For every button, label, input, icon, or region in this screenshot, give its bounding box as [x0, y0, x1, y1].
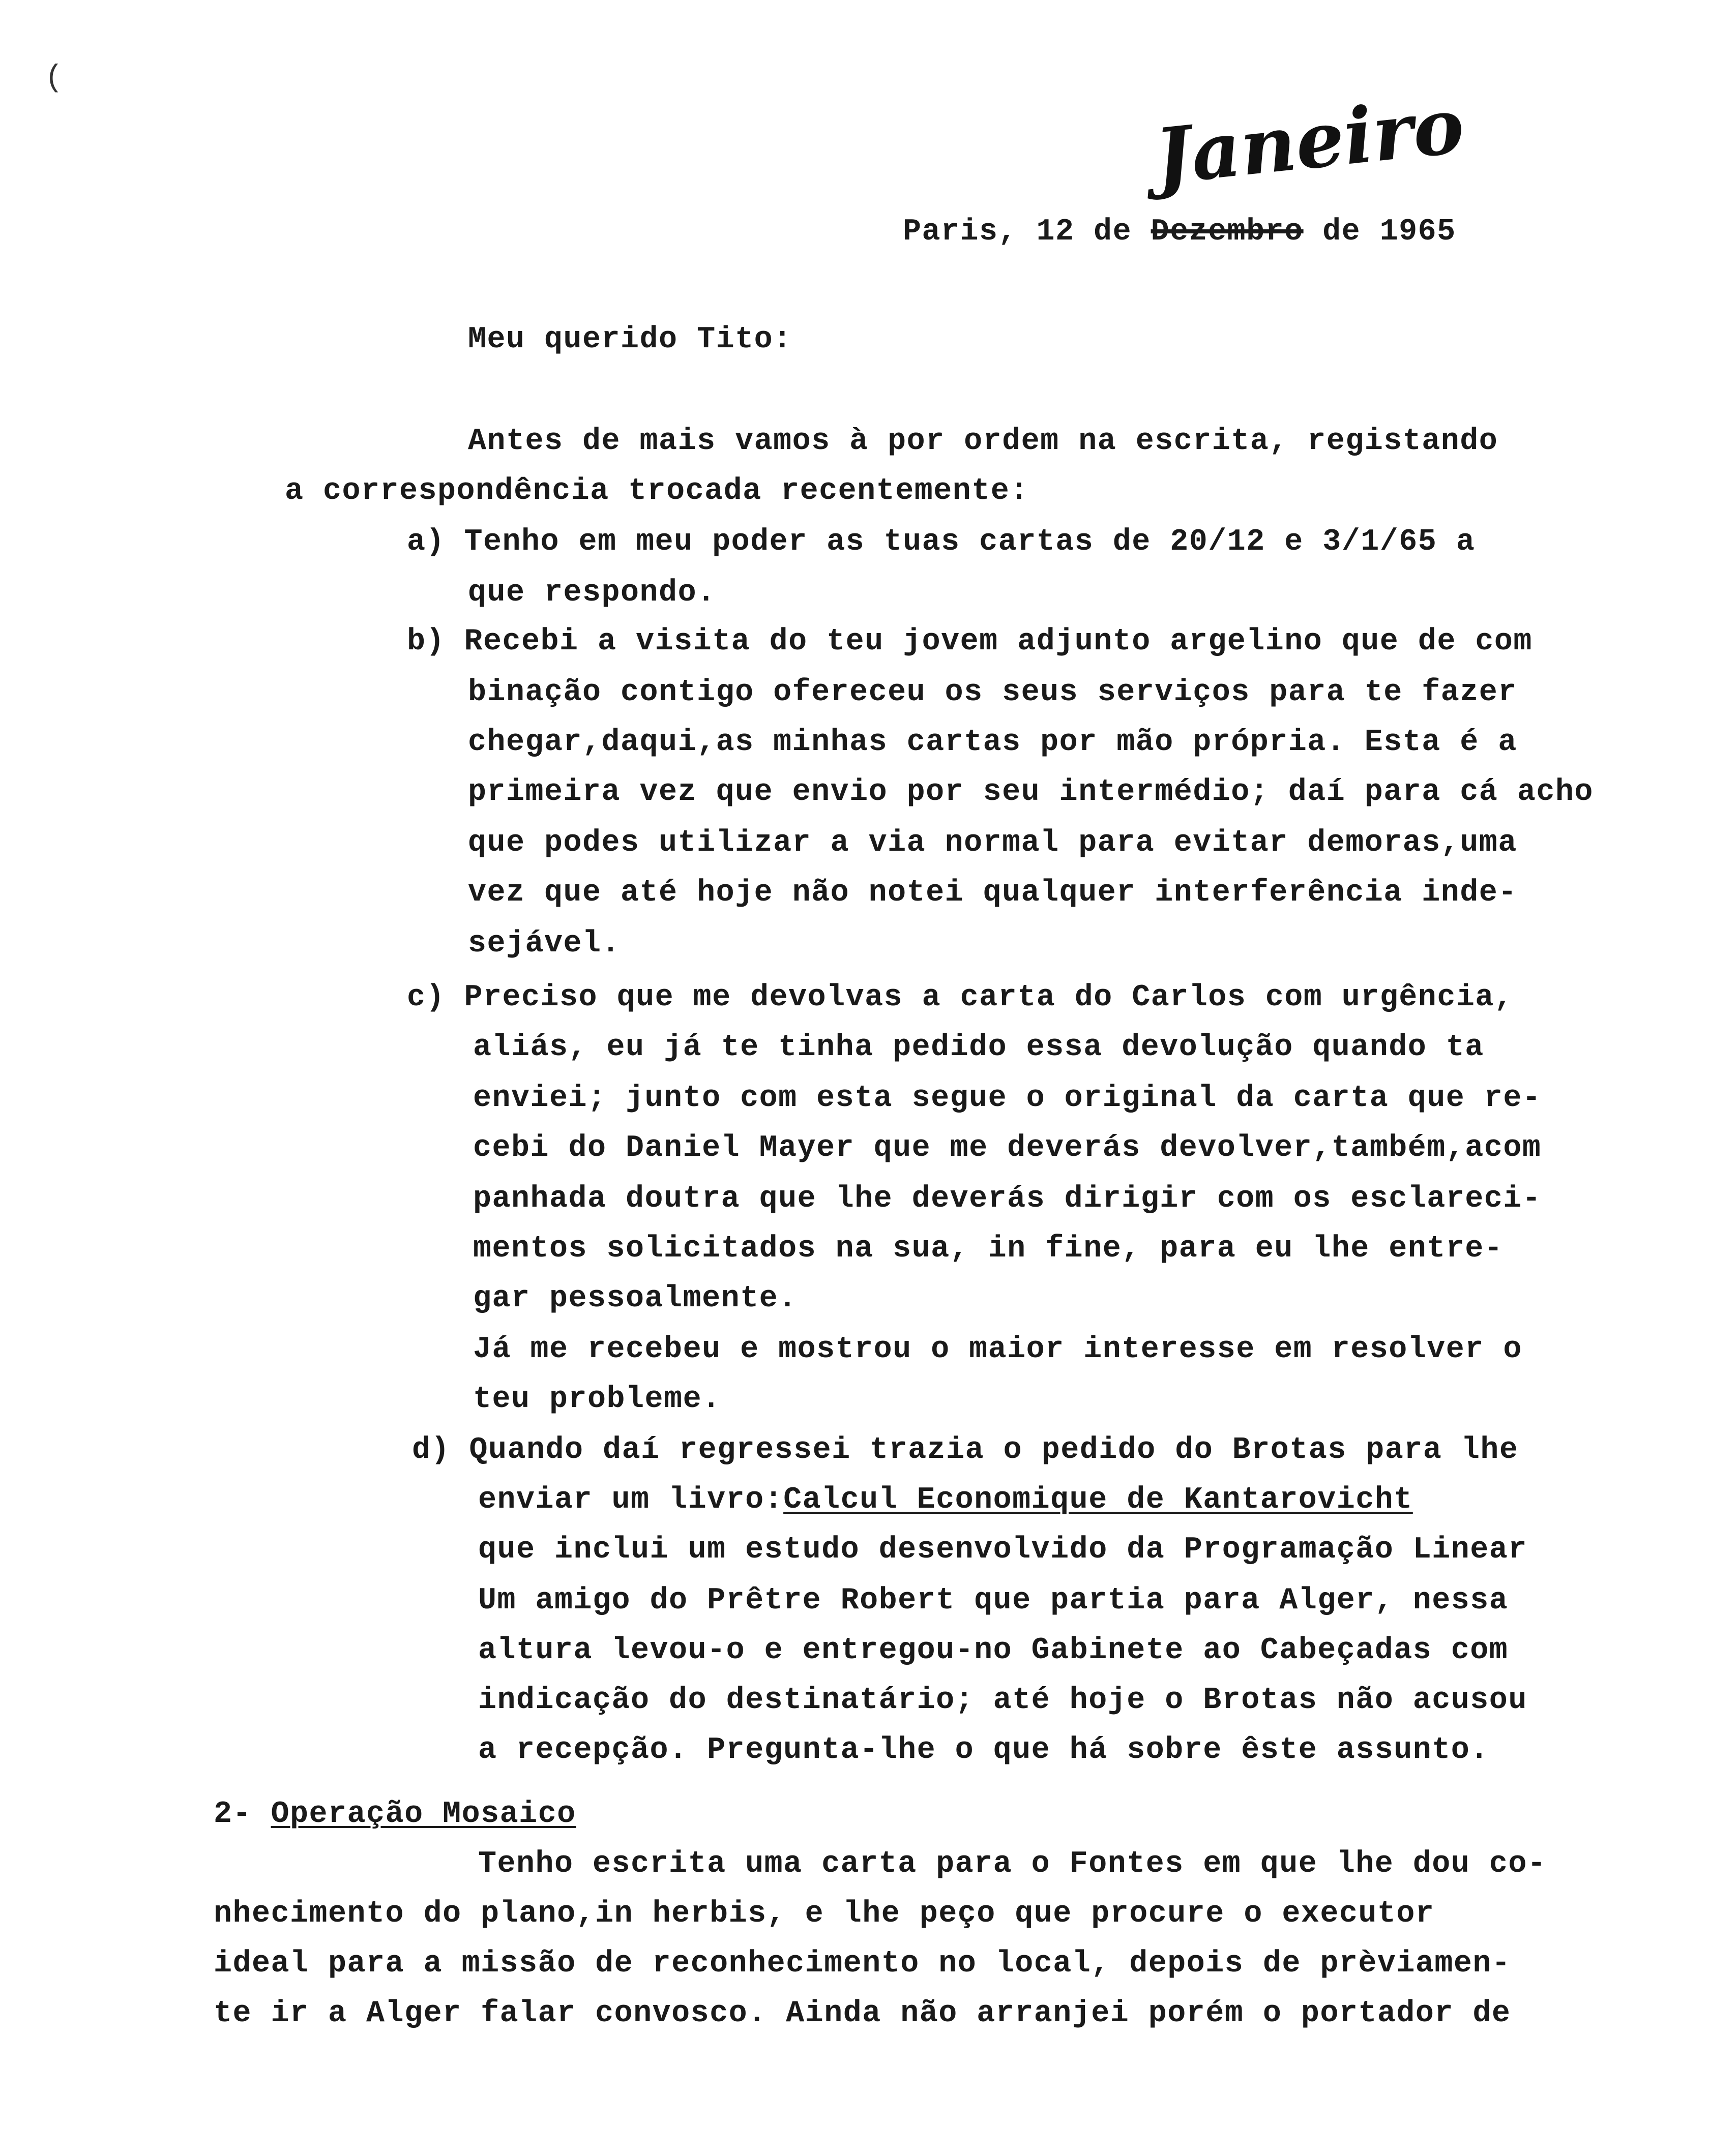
- salutation: Meu querido Tito:: [468, 322, 792, 357]
- item-d-line: altura levou-o e entregou-no Gabinete ao Cabeçadas com: [478, 1633, 1509, 1668]
- section-number: 2-: [214, 1797, 271, 1832]
- body-line: Antes de mais vamos à por ordem na escrita, registando: [468, 424, 1498, 459]
- item-c-line: teu probleme.: [473, 1382, 721, 1417]
- item-b-line: binação contigo ofereceu os seus serviços para te fazer: [468, 675, 1517, 710]
- margin-mark: (: [45, 61, 64, 96]
- item-d-line: Um amigo do Prêtre Robert que partia para Alger, nessa: [478, 1583, 1509, 1618]
- item-a-line: a) Tenho em meu poder as tuas cartas de 20/12 e 3/1/65 a: [407, 525, 1476, 559]
- item-b-line: vez que até hoje não notei qualquer interferência inde-: [468, 876, 1517, 910]
- item-d-line: a recepção. Pregunta-lhe o que há sobre êste assunto.: [478, 1733, 1489, 1768]
- item-c-line: enviei; junto com esta segue o original da carta que re-: [473, 1081, 1542, 1116]
- section-title: Operação Mosaico: [271, 1797, 576, 1832]
- section-2-line: ideal para a missão de reconhecimento no local, depois de prèviamen-: [214, 1947, 1511, 1981]
- date-suffix: de 1965: [1303, 215, 1456, 249]
- section-2-line: te ir a Alger falar convosco. Ainda não arranjei porém o portador de: [214, 1996, 1511, 2031]
- handwritten-month-correction: Janeiro: [1151, 80, 1468, 202]
- item-d-line: d) Quando daí regressei trazia o pedido do Brotas para lhe: [412, 1433, 1519, 1468]
- item-c-line: c) Preciso que me devolvas a carta do Carlos com urgência,: [407, 980, 1514, 1015]
- item-c-line: panhada doutra que lhe deverás dirigir com os esclareci-: [473, 1182, 1542, 1216]
- item-c-line: mentos solicitados na sua, in fine, para eu lhe entre-: [473, 1232, 1504, 1266]
- item-d-line: [478, 1482, 1413, 1518]
- section-2-line: Tenho escrita uma carta para o Fontes em que lhe dou co-: [478, 1847, 1547, 1881]
- item-a-line: que respondo.: [468, 576, 716, 610]
- date-struck-month: Dezembro: [1151, 215, 1304, 249]
- item-b-line: que podes utilizar a via normal para evitar demoras,uma: [468, 826, 1517, 860]
- item-b-line: sejável.: [468, 926, 621, 961]
- item-b-line: b) Recebi a visita do teu jovem adjunto argelino que de com: [407, 624, 1533, 659]
- item-d-text: enviar um livro:: [478, 1483, 784, 1517]
- date-prefix: Paris, 12 de: [903, 215, 1151, 249]
- item-c-line: aliás, eu já te tinha pedido essa devolução quando ta: [473, 1030, 1484, 1065]
- item-d-line: que inclui um estudo desenvolvido da Programação Linear: [478, 1533, 1527, 1567]
- letter-date: [903, 214, 1456, 250]
- item-b-line: chegar,daqui,as minhas cartas por mão própria. Esta é a: [468, 725, 1517, 760]
- section-2-line: nhecimento do plano,in herbis, e lhe peço que procure o executor: [214, 1897, 1435, 1931]
- item-c-line: cebi do Daniel Mayer que me deverás devolver,também,acom: [473, 1131, 1542, 1165]
- section-2-heading: [214, 1796, 576, 1833]
- item-b-line: primeira vez que envio por seu intermédio; daí para cá acho: [468, 775, 1594, 810]
- book-title: Calcul Economique de Kantarovicht: [783, 1483, 1413, 1517]
- item-d-line: indicação do destinatário; até hoje o Brotas não acusou: [478, 1683, 1527, 1718]
- body-line: a correspondência trocada recentemente:: [285, 474, 1029, 508]
- item-c-line: gar pessoalmente.: [473, 1281, 798, 1316]
- item-c-line: Já me recebeu e mostrou o maior interesse em resolver o: [473, 1332, 1522, 1367]
